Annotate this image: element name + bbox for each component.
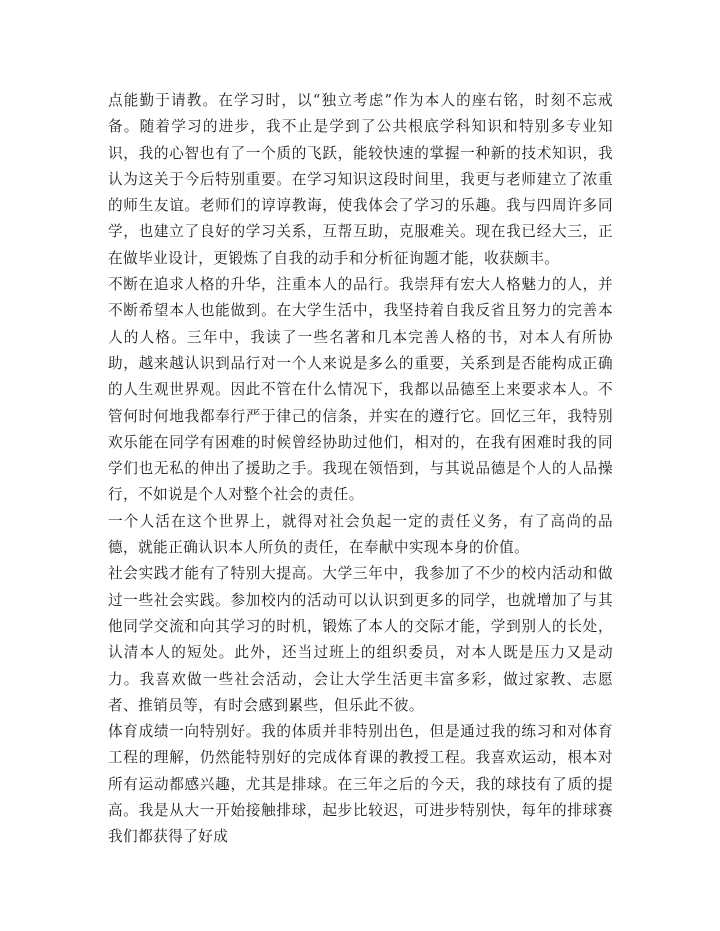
paragraph-sports: 体育成绩一向特别好。我的体质并非特别出色，但是通过我的练习和对体育工程的理解，仍然能特别好的完成体育课的教授工程。我喜欢运动，根本对所有运动都感兴趣，尤其是排球。在三年之后的今天，我的球技有了质的提高。我是从大一开始接触排球，起步比较迟，可进步特别快，每年的排球赛我们都获得了好成	[108, 723, 613, 846]
paragraph-study: 点能勤于请教。在学习时，以“独立考虑”作为本人的座右铭，时刻不忘戒备。随着学习的进步，我不止是学到了公共根底学科知识和特别多专业知识，我的心智也有了一个质的飞跃，能较快速的掌握一种新的技术知识，我认为这关于今后特别重要。在学习知识这段时间里，我更与老师建立了浓重的师生友谊。老师们的谆谆教诲，使我体会了学习的乐趣。我与四周许多同学，也建立了良好的学习关系，互帮互助，克服难关。现在我已经大三，正在做毕业设计，更锻炼了自我的动手和分析征询题才能，收获颇丰。	[108, 92, 613, 267]
paragraph-social-practice: 社会实践才能有了特别大提高。大学三年中，我参加了不少的校内活动和做过一些社会实践。参加校内的活动可以认识到更多的同学，也就增加了与其他同学交流和向其学习的时机，锻炼了本人的交际才能，学到别人的长处，认清本人的短处。此外，还当过班上的组织委员，对本人既是压力又是动力。我喜欢做一些社会活动，会让大学生活更丰富多彩，做过家教、志愿者、推销员等，有时会感到累些，但乐此不彼。	[108, 565, 613, 714]
document-page	[108, 88, 613, 851]
paragraph-character: 不断在追求人格的升华，注重本人的品行。我崇拜有宏大人格魅力的人，并不断希望本人也能做到。在大学生活中，我坚持着自我反省且努力的完善本人的人格。三年中，我读了一些名著和几本完善人格的书，对本人有所协助，越来越认识到品行对一个人来说是多么的重要，关系到是否能构成正确的人生观世界观。因此不管在什么情况下，我都以品德至上来要求本人。不管何时何地我都奉行严于律己的信条，并实在的遵行它。回忆三年，我特别欢乐能在同学有困难的时候曾经协助过他们，相对的，在我有困难时我的同学们也无私的伸出了援助之手。我现在领悟到，与其说品德是个人的人品操行，不如说是个人对整个社会的责任。	[108, 276, 613, 504]
paragraph-responsibility: 一个人活在这个世界上，就得对社会负起一定的责任义务，有了高尚的品德，就能正确认识本人所负的责任，在奉献中实现本身的价值。	[108, 512, 613, 557]
